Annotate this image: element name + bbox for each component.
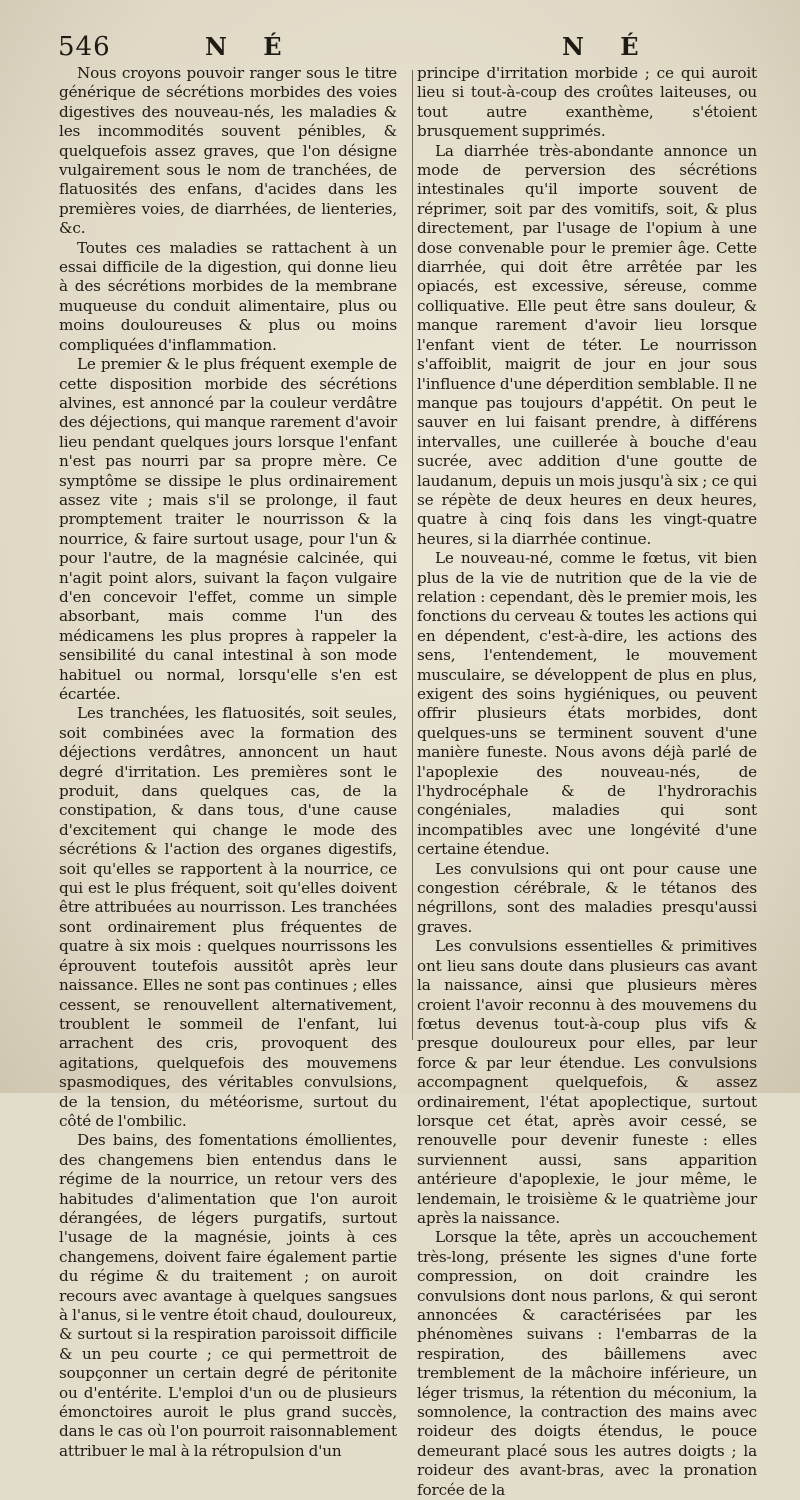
page-number: 546 (58, 32, 111, 62)
running-head-left: N É (205, 32, 296, 61)
paragraph: Lorsque la tête, après un accouchement très-long, présente les signes d'une forte compression, on doit craindre les convulsions dont nous parlons, & qui seront annoncées & caractérisées par les phénomènes suivans : l'embarras de la respiration, des bâillemens avec tremblement de la mâchoire inférieure, un léger trismus, la rétention du méconium, la somnolence, la contraction des mains avec roideur des doigts étendus, le pouce demeurant placé sous les autres doigts ; la roideur des avant-bras, avec la pronation forcée de la (417, 1228, 757, 1499)
paragraph: Les convulsions qui ont pour cause une congestion cérébrale, & le tétanos des négrillons, sont des maladies presqu'aussi graves. (417, 859, 757, 936)
left-column (59, 64, 397, 1461)
paragraph: Le nouveau-né, comme le fœtus, vit bien plus de la vie de nutrition que de la vie de relation : cependant, dès le premier mois, les fonctions du cerveau & toutes les actions qui en dépendent, c'est-à-dire, les actions des sens, l'entendement, le mouvement musculaire, se développent de plus en plus, exigent des soins hygiéniques, ou peuvent offrir plusieurs états morbides, dont quelques-uns se terminent souvent d'une manière funeste. Nous avons déjà parlé de l'apoplexie des nouveau-nés, de l'hydrocéphale & de l'hydrorachis congéniales, maladies qui sont incompatibles avec une longévité d'une certaine étendue. (417, 549, 757, 859)
running-head-right: N É (562, 32, 653, 61)
paragraph: Nous croyons pouvoir ranger sous le titre générique de sécrétions morbides des voies digestives des nouveau-nés, les maladies & les incommodités souvent pénibles, & quelquefois assez graves, que l'on désigne vulgairement sous le nom de tranchées, de flatuosités des enfans, d'acides dans les premières voies, de diarrhées, de lienteries, &c. (59, 64, 397, 238)
paragraph: Le premier & le plus fréquent exemple de cette disposition morbide des sécrétions alvines, est annoncé par la couleur verdâtre des déjections, qui manque rarement d'avoir lieu pendant quelques jours lorsque l'enfant n'est pas nourri par sa propre mère. Ce symptôme se dissipe le plus ordinairement assez vite ; mais s'il se prolonge, il faut promptement traiter le nourrisson & la nourrice, & faire surtout usage, pour l'un & pour l'autre, de la magnésie calcinée, qui n'agit point alors, suivant la façon vulgaire d'en concevoir l'effet, comme un simple absorbant, mais comme l'un des médicamens les plus propres à rappeler la sensibilité du canal intestinal à son mode habituel ou normal, lorsqu'elle s'en est écartée. (59, 355, 397, 703)
column-divider (412, 70, 413, 1040)
paragraph: Les convulsions essentielles & primitives ont lieu sans doute dans plusieurs cas avant la naissance, ainsi que plusieurs mères croient l'avoir reconnu à des mouvemens du fœtus devenus tout-à-coup plus vifs & presque douloureux pour elles, par leur force & par leur étendue. Les convulsions accompagnent quelquefois, & assez ordinairement, l'état apoplectique, surtout lorsque cet état, après avoir cessé, se renouvelle pour devenir funeste : elles surviennent aussi, sans apparition antérieure d'apoplexie, le jour même, le lendemain, le troisième & le quatrième jour après la naissance. (417, 937, 757, 1227)
paragraph: Toutes ces maladies se rattachent à un essai difficile de la digestion, qui donne lieu à des sécrétions morbides de la membrane muqueuse du conduit alimentaire, plus ou moins douloureuses & plus ou moins compliquées d'inflammation. (59, 238, 397, 354)
paragraph: La diarrhée très-abondante annonce un mode de perversion des sécrétions intestinales qu'il importe souvent de réprimer, soit par des vomitifs, soit, & plus directement, par l'usage de l'opium à une dose convenable pour le premier âge. Cette diarrhée, qui doit être arrêtée par les opiacés, est excessive, séreuse, comme colliquative. Elle peut être sans douleur, & manque rarement d'avoir lieu lorsque l'enfant vient de téter. Le nourrisson s'affoiblit, maigrit de jour en jour sous l'influence d'une déperdition semblable. Il ne manque pas toujours d'appétit. On peut le sauver en lui faisant prendre, à différens intervalles, une cuillerée à bouche d'eau sucrée, avec addition d'une goutte de laudanum, depuis un mois jusqu'à six ; ce qui se répète de deux heures en deux heures, quatre à cinq fois dans les vingt-quatre heures, si la diarrhée continue. (417, 141, 757, 548)
paragraph: Les tranchées, les flatuosités, soit seules, soit combinées avec la formation des déjections verdâtres, annoncent un haut degré d'irritation. Les premières sont le produit, dans quelques cas, de la constipation, & dans tous, d'une cause d'excitement qui change le mode des sécrétions & l'action des organes digestifs, soit qu'elles se rapportent à la nourrice, ce qui est le plus fréquent, soit qu'elles doivent être attribuées au nourrisson. Les tranchées sont ordinairement plus fréquentes de quatre à six mois : quelques nourrissons les éprouvent toutefois aussitôt après leur naissance. Elles ne sont pas continues ; elles cessent, se renouvellent alternativement, troublent le sommeil de l'enfant, lui arrachent des cris, provoquent des agitations, quelquefois des mouvemens spasmodiques, des véritables convulsions, de la tension, du météorisme, surtout du côté de l'ombilic. (59, 704, 397, 1130)
page-header (0, 28, 800, 68)
paragraph: principe d'irritation morbide ; ce qui auroit lieu si tout-à-coup des croûtes laiteuses, ou tout autre exanthème, s'étoient brusquement supprimés. (417, 64, 757, 141)
right-column (417, 64, 757, 1500)
paragraph: Des bains, des fomentations émollientes, des changemens bien entendus dans le régime de la nourrice, un retour vers des habitudes d'alimentation que l'on auroit dérangées, de légers purgatifs, surtout l'usage de la magnésie, joints à ces changemens, doivent faire également partie du régime & du traitement ; on auroit recours avec avantage à quelques sangsues à l'anus, si le ventre étoit chaud, douloureux, & surtout si la respiration paroissoit difficile & un peu courte ; ce qui permettroit de soupçonner un certain degré de péritonite ou d'entérite. L'emploi d'un ou de plusieurs émonctoires auroit le plus grand succès, dans le cas où l'on pourroit raisonnablement attribuer le mal à la rétropulsion d'un (59, 1131, 397, 1460)
